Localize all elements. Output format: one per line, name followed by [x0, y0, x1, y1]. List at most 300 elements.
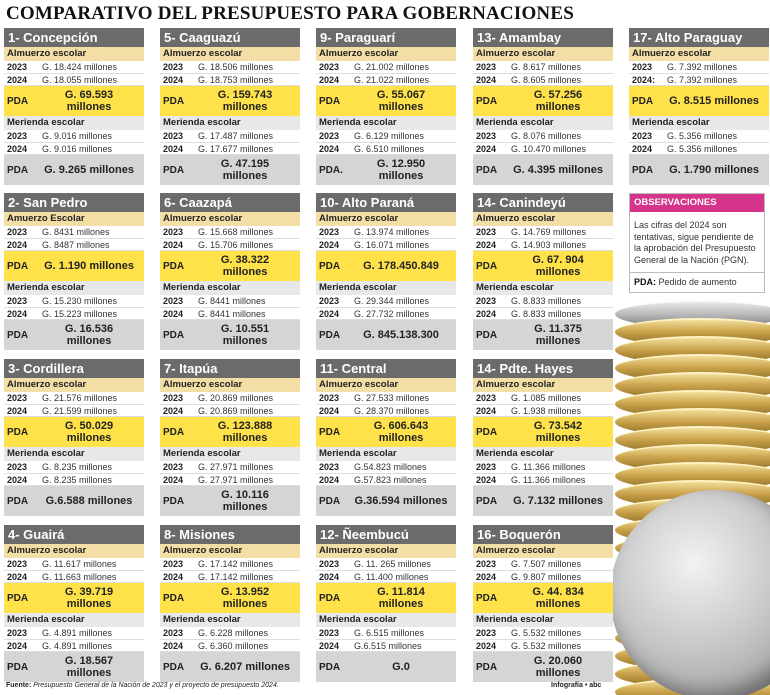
pda-label: PDA — [7, 164, 29, 176]
merienda-2023-row — [473, 295, 613, 308]
almuerzo-pda-row — [316, 251, 456, 281]
almuerzo-pda-row — [4, 417, 144, 447]
almuerzo-2023-row — [4, 392, 144, 405]
almuerzo-2023-row — [160, 558, 300, 571]
year-label: 2024 — [319, 640, 340, 651]
department-name: 8- Misiones — [160, 525, 300, 544]
pda-label: PDA — [163, 260, 185, 272]
merienda-label: Merienda escolar — [473, 447, 613, 461]
merienda-pda-value: G. 20.060 millones — [533, 655, 583, 679]
merienda-pda-row — [160, 320, 300, 350]
merienda-2023-row — [160, 627, 300, 640]
department-card — [473, 28, 613, 185]
merienda-2024-value: G. 9.016 millones — [42, 143, 113, 154]
year-label: 2023 — [7, 462, 28, 472]
almuerzo-2024-row — [316, 571, 456, 584]
merienda-2024-value: G. 27.971 millones — [198, 474, 274, 485]
merienda-2024-row — [4, 308, 144, 321]
merienda-2023-row — [316, 130, 456, 143]
year-label: 2024 — [476, 474, 497, 485]
year-label: 2023 — [319, 559, 340, 569]
year-label: 2023 — [7, 296, 28, 306]
merienda-label: Merienda escolar — [160, 281, 300, 295]
department-name: 10- Alto Paraná — [316, 193, 456, 212]
almuerzo-label: Almuerzo escolar — [160, 544, 300, 558]
almuerzo-2024-value: G. 1.938 millones — [511, 405, 582, 416]
almuerzo-2024-row — [160, 405, 300, 418]
pda-label: PDA — [163, 495, 185, 507]
merienda-pda-value: G. 18.567 millones — [64, 655, 114, 679]
almuerzo-2023-value: G. 1.085 millones — [511, 393, 582, 403]
almuerzo-2024-row — [160, 74, 300, 87]
pda-label: PDA — [163, 592, 185, 604]
pda-label: PDA — [632, 95, 654, 107]
year-label: 2023 — [476, 462, 497, 472]
pda-label: PDA — [163, 426, 185, 438]
merienda-2024-value: G. 5.356 millones — [667, 143, 738, 154]
almuerzo-pda-row — [4, 251, 144, 281]
year-label: 2024 — [7, 571, 28, 582]
year-label: 2023 — [476, 393, 497, 403]
merienda-2024-row — [160, 308, 300, 321]
almuerzo-label: Almuerzo escolar — [316, 544, 456, 558]
pda-label: PDA — [476, 426, 498, 438]
pda-label: PDA — [319, 426, 341, 438]
almuerzo-pda-row — [160, 417, 300, 447]
year-label: 2023 — [7, 62, 28, 72]
almuerzo-2023-value: G. 7.507 millones — [511, 559, 582, 569]
merienda-2024-row — [160, 474, 300, 487]
year-label: 2023 — [163, 462, 184, 472]
year-label: 2023 — [163, 393, 184, 403]
year-label: 2023 — [319, 296, 340, 306]
department-name: 4- Guairá — [4, 525, 144, 544]
year-label: 2024 — [163, 405, 184, 416]
year-label: 2023 — [632, 62, 653, 72]
year-label: 2024 — [7, 74, 28, 85]
department-name: 6- Caazapá — [160, 193, 300, 212]
almuerzo-2023-row — [316, 392, 456, 405]
merienda-pda-value: G. 7.132 millones — [513, 495, 603, 507]
department-card — [4, 525, 144, 682]
merienda-label: Merienda escolar — [160, 447, 300, 461]
almuerzo-pda-row — [629, 86, 769, 116]
year-label: 2024 — [319, 74, 340, 85]
merienda-pda-value: G. 4.395 millones — [513, 164, 603, 176]
almuerzo-pda-value: G. 178.450.849 — [363, 260, 439, 272]
year-label: 2024 — [476, 74, 497, 85]
merienda-pda-row — [4, 320, 144, 350]
merienda-2024-row — [473, 143, 613, 156]
pda-label: PDA — [163, 164, 185, 176]
almuerzo-2024-row — [629, 74, 769, 87]
almuerzo-2024-value: G. 21.599 millones — [42, 405, 118, 416]
merienda-2024-value: G. 10.470 millones — [511, 143, 587, 154]
merienda-pda-value: G. 9.265 millones — [44, 164, 134, 176]
observaciones-pda-definition — [630, 273, 764, 292]
merienda-label: Merienda escolar — [4, 116, 144, 130]
pda-label: PDA — [7, 260, 29, 272]
almuerzo-pda-value: G. 123.888 millones — [217, 420, 273, 444]
pda-term: PDA: — [634, 277, 656, 287]
merienda-2024-row — [316, 474, 456, 487]
year-label: 2023 — [476, 628, 497, 638]
merienda-pda-value: G. 12.950 millones — [376, 158, 426, 182]
merienda-2024-value: G. 8.833 millones — [511, 308, 582, 319]
almuerzo-pda-row — [473, 417, 613, 447]
almuerzo-2023-value: G. 20.869 millones — [198, 393, 274, 403]
pda-label: PDA — [7, 661, 29, 673]
pda-label: PDA — [7, 95, 29, 107]
department-card — [160, 359, 300, 516]
department-name: 16- Boquerón — [473, 525, 613, 544]
merienda-label: Merienda escolar — [473, 116, 613, 130]
merienda-2024-value: G.6.515 millones — [354, 640, 422, 651]
almuerzo-pda-value: G. 67. 904 millones — [532, 254, 584, 278]
merienda-2023-value: G. 29.344 millones — [354, 296, 430, 306]
merienda-2024-row — [4, 640, 144, 653]
merienda-pda-row — [473, 320, 613, 350]
year-label: 2024 — [319, 308, 340, 319]
merienda-label: Merienda escolar — [4, 281, 144, 295]
year-label: 2024 — [319, 405, 340, 416]
merienda-2023-row — [629, 130, 769, 143]
almuerzo-label: Almuerzo escolar — [160, 47, 300, 61]
almuerzo-pda-value: G. 39.719 millones — [64, 586, 114, 610]
merienda-2024-row — [473, 640, 613, 653]
almuerzo-2024-value: G. 8.605 millones — [511, 74, 582, 85]
year-label: 2023 — [476, 296, 497, 306]
merienda-2023-row — [4, 130, 144, 143]
almuerzo-2024-row — [473, 405, 613, 418]
almuerzo-pda-value: G. 13.952 millones — [220, 586, 270, 610]
almuerzo-pda-value: G. 1.190 millones — [44, 260, 134, 272]
almuerzo-2024-row — [160, 239, 300, 252]
almuerzo-2023-value: G. 17.142 millones — [198, 559, 274, 569]
year-label: 2023 — [476, 559, 497, 569]
merienda-2024-value: G. 6.510 millones — [354, 143, 425, 154]
department-card — [4, 28, 144, 185]
pda-label: PDA — [476, 164, 498, 176]
pda-label: PDA — [319, 95, 341, 107]
merienda-2023-row — [473, 461, 613, 474]
merienda-2023-value: G. 5.532 millones — [511, 628, 582, 638]
merienda-2023-value: G. 17.487 millones — [198, 131, 274, 141]
merienda-2023-row — [473, 627, 613, 640]
pda-label: PDA — [319, 661, 341, 673]
merienda-2024-row — [473, 308, 613, 321]
almuerzo-2023-value: G. 21.002 millones — [354, 62, 430, 72]
pda-label: PDA — [7, 495, 29, 507]
year-label: 2023 — [7, 131, 28, 141]
merienda-2023-row — [4, 627, 144, 640]
year-label: 2023 — [163, 131, 184, 141]
almuerzo-2024-value: G. 14.903 millones — [511, 239, 587, 250]
almuerzo-2024-value: G. 21.022 millones — [354, 74, 430, 85]
merienda-2023-value: G. 27.971 millones — [198, 462, 274, 472]
almuerzo-2024-value: G. 11.400 millones — [354, 571, 429, 582]
pda-label: PDA — [7, 426, 29, 438]
merienda-2024-row — [4, 474, 144, 487]
department-card — [316, 359, 456, 516]
merienda-pda-row — [316, 155, 456, 185]
pda-label: PDA — [163, 329, 185, 341]
year-label: 2024 — [7, 308, 28, 319]
merienda-label: Merienda escolar — [473, 613, 613, 627]
merienda-2024-row — [4, 143, 144, 156]
year-label: 2023 — [163, 296, 184, 306]
almuerzo-label: Almuerzo escolar — [160, 378, 300, 392]
almuerzo-2023-value: G. 7.392 millones — [667, 62, 738, 72]
department-card — [160, 28, 300, 185]
merienda-pda-value: G.6.588 millones — [45, 495, 133, 507]
almuerzo-2024-value: G. 9.807 millones — [511, 571, 582, 582]
year-label: 2024 — [7, 405, 28, 416]
almuerzo-label: Amuerzo Escolar — [4, 212, 144, 226]
merienda-2023-value: G. 8.235 millones — [42, 462, 113, 472]
department-name: 11- Central — [316, 359, 456, 378]
year-label: 2023 — [476, 62, 497, 72]
almuerzo-pda-value: G. 50.029 millones — [64, 420, 114, 444]
merienda-2023-row — [160, 130, 300, 143]
department-name: 1- Concepción — [4, 28, 144, 47]
merienda-2023-row — [316, 627, 456, 640]
almuerzo-label: Almuerzo escolar — [160, 212, 300, 226]
year-label: 2023 — [319, 393, 340, 403]
merienda-2024-value: G. 15.223 millones — [42, 308, 118, 319]
merienda-2023-row — [4, 295, 144, 308]
merienda-label: Merienda escolar — [473, 281, 613, 295]
almuerzo-label: Almuerzo escolar — [473, 212, 613, 226]
merienda-2023-value: G. 9.016 millones — [42, 131, 113, 141]
merienda-2024-value: G. 11.366 millones — [511, 474, 586, 485]
almuerzo-pda-value: G. 69.593 millones — [64, 89, 114, 113]
pda-label: PDA — [319, 260, 341, 272]
merienda-label: Merienda escolar — [316, 613, 456, 627]
year-label: 2023 — [7, 227, 28, 237]
merienda-2024-value: G. 8441 millones — [198, 308, 266, 319]
almuerzo-label: Almuerzo escolar — [4, 378, 144, 392]
department-card — [629, 28, 769, 185]
merienda-2023-value: G. 8.833 millones — [511, 296, 582, 306]
almuerzo-2024-row — [473, 239, 613, 252]
almuerzo-2023-value: G. 18.506 millones — [198, 62, 274, 72]
almuerzo-label: Almuerzo escolar — [473, 47, 613, 61]
almuerzo-2024-row — [316, 239, 456, 252]
almuerzo-label: Almuerzo escolar — [4, 47, 144, 61]
almuerzo-2024-value: G. 18.055 millones — [42, 74, 118, 85]
almuerzo-2023-row — [4, 61, 144, 74]
almuerzo-2023-value: G. 27.533 millones — [354, 393, 430, 403]
almuerzo-2023-row — [316, 61, 456, 74]
almuerzo-2024-value: G. 15.706 millones — [198, 239, 274, 250]
almuerzo-pda-value: G. 11.814 millones — [377, 586, 425, 610]
merienda-pda-row — [316, 652, 456, 682]
merienda-2023-value: G. 6.515 millones — [354, 628, 425, 638]
year-label: 2023 — [632, 131, 653, 141]
almuerzo-2023-row — [629, 61, 769, 74]
merienda-pda-value: G. 10.116 millones — [221, 489, 269, 513]
department-card — [160, 193, 300, 350]
merienda-2023-row — [316, 295, 456, 308]
year-label: 2023 — [163, 559, 184, 569]
almuerzo-label: Almuerzo escolar — [473, 544, 613, 558]
almuerzo-pda-value: G. 606.643 millones — [373, 420, 429, 444]
merienda-pda-row — [473, 652, 613, 682]
almuerzo-2024-value: G. 17.142 millones — [198, 571, 274, 582]
pda-label: PDA — [476, 329, 498, 341]
pda-definition: Pedido de aumento — [658, 277, 737, 287]
almuerzo-2024-row — [473, 571, 613, 584]
almuerzo-2024-value: G. 18.753 millones — [198, 74, 274, 85]
department-card — [316, 525, 456, 682]
department-name: 2- San Pedro — [4, 193, 144, 212]
almuerzo-2023-row — [473, 226, 613, 239]
merienda-label: Merienda escolar — [316, 281, 456, 295]
merienda-pda-row — [4, 486, 144, 516]
merienda-pda-row — [316, 320, 456, 350]
year-label: 2024 — [7, 143, 28, 154]
observaciones-title: OBSERVACIONES — [630, 194, 764, 212]
almuerzo-2024-value: G. 28.370 millones — [354, 405, 430, 416]
year-label: 2024 — [319, 143, 340, 154]
almuerzo-2024-value: G. 11.663 millones — [42, 571, 117, 582]
merienda-pda-row — [4, 155, 144, 185]
merienda-pda-row — [160, 155, 300, 185]
almuerzo-2024-row — [4, 571, 144, 584]
merienda-2024-row — [316, 143, 456, 156]
department-card — [316, 193, 456, 350]
almuerzo-2023-row — [160, 61, 300, 74]
year-label: 2024 — [7, 239, 28, 250]
year-label: 2023 — [476, 131, 497, 141]
almuerzo-pda-row — [4, 86, 144, 116]
year-label: 2024 — [319, 474, 340, 485]
almuerzo-pda-row — [316, 417, 456, 447]
merienda-2023-value: G. 8.076 millones — [511, 131, 582, 141]
merienda-2023-value: G. 4.891 millones — [42, 628, 113, 638]
year-label: 2024 — [163, 571, 184, 582]
almuerzo-2024-row — [4, 239, 144, 252]
almuerzo-pda-row — [316, 583, 456, 613]
almuerzo-label: Almuerzo escolar — [473, 378, 613, 392]
merienda-2024-value: G. 27.732 millones — [354, 308, 430, 319]
pda-label: PDA — [319, 592, 341, 604]
almuerzo-2023-value: G. 15.668 millones — [198, 227, 274, 237]
almuerzo-pda-value: G. 55.067 millones — [376, 89, 426, 113]
merienda-pda-row — [160, 652, 300, 682]
merienda-2024-value: G. 4.891 millones — [42, 640, 113, 651]
year-label: 2024 — [476, 571, 497, 582]
pda-label: PDA — [163, 661, 185, 673]
year-label: 2023 — [319, 227, 340, 237]
merienda-pda-row — [473, 155, 613, 185]
pda-label: PDA — [7, 592, 29, 604]
almuerzo-2023-value: G. 8.617 millones — [511, 62, 582, 72]
almuerzo-2023-row — [473, 61, 613, 74]
almuerzo-pda-value: G. 57.256 millones — [533, 89, 583, 113]
merienda-pda-value: G. 47.195 millones — [220, 158, 270, 182]
merienda-label: Merienda escolar — [629, 116, 769, 130]
merienda-2024-row — [316, 640, 456, 653]
source-label: Fuente: — [6, 682, 32, 689]
merienda-label: Merienda escolar — [160, 613, 300, 627]
almuerzo-2023-row — [473, 558, 613, 571]
pda-label: PDA — [476, 495, 498, 507]
merienda-2023-value: G. 15.230 millones — [42, 296, 118, 306]
almuerzo-label: Almuerzo escolar — [316, 212, 456, 226]
merienda-pda-value: G. 11.375 millones — [534, 323, 582, 347]
year-label: 2023 — [319, 628, 340, 638]
department-name: 14- Pdte. Hayes — [473, 359, 613, 378]
merienda-2023-value: G. 11.366 millones — [511, 462, 586, 472]
almuerzo-pda-row — [473, 251, 613, 281]
year-label: 2024 — [476, 239, 497, 250]
almuerzo-label: Almuerzo escolar — [4, 544, 144, 558]
pda-label: PDA — [632, 164, 654, 176]
merienda-2024-row — [160, 143, 300, 156]
almuerzo-2024-row — [4, 405, 144, 418]
almuerzo-2023-value: G. 11. 265 millones — [354, 559, 431, 569]
department-name: 7- Itapúa — [160, 359, 300, 378]
almuerzo-2023-row — [4, 558, 144, 571]
pda-label: PDA — [476, 95, 498, 107]
year-label: 2024 — [632, 143, 653, 154]
pda-label: PDA. — [319, 164, 343, 176]
year-label: 2024 — [7, 640, 28, 651]
almuerzo-2023-row — [316, 558, 456, 571]
merienda-2023-value: G. 5.356 millones — [667, 131, 738, 141]
almuerzo-pda-value: G. 38.322 millones — [220, 254, 270, 278]
almuerzo-pda-value: G. 159.743 millones — [217, 89, 273, 113]
merienda-2023-value: G. 6.228 millones — [198, 628, 269, 638]
almuerzo-pda-row — [473, 86, 613, 116]
almuerzo-2024-value: G. 20.869 millones — [198, 405, 274, 416]
merienda-2023-value: G. 8441 millones — [198, 296, 266, 306]
department-card — [316, 28, 456, 185]
almuerzo-2023-row — [160, 226, 300, 239]
almuerzo-2024-row — [316, 405, 456, 418]
year-label: 2024 — [163, 74, 184, 85]
observaciones-box — [629, 193, 765, 293]
year-label: 2024 — [163, 640, 184, 651]
merienda-pda-row — [4, 652, 144, 682]
year-label: 2024 — [319, 239, 340, 250]
almuerzo-2023-value: G. 18.424 millones — [42, 62, 118, 72]
merienda-2024-row — [316, 308, 456, 321]
department-name: 3- Cordillera — [4, 359, 144, 378]
merienda-2024-value: G.57.823 millones — [354, 474, 427, 485]
merienda-pda-row — [316, 486, 456, 516]
department-name: 9- Paraguarí — [316, 28, 456, 47]
merienda-pda-value: G. 845.138.300 — [363, 329, 439, 341]
department-name: 14- Canindeyú — [473, 193, 613, 212]
year-label: 2023 — [7, 393, 28, 403]
merienda-2023-row — [160, 461, 300, 474]
department-card — [160, 525, 300, 682]
department-card — [473, 193, 613, 350]
year-label: 2023 — [163, 62, 184, 72]
almuerzo-pda-value: G. 8.515 millones — [669, 95, 759, 107]
almuerzo-label: Almuerzo escolar — [316, 378, 456, 392]
year-label: 2024: — [632, 74, 656, 85]
year-label: 2024 — [476, 143, 497, 154]
department-name: 12- Ñeembucú — [316, 525, 456, 544]
merienda-label: Merienda escolar — [316, 447, 456, 461]
merienda-2024-value: G. 6.360 millones — [198, 640, 269, 651]
observaciones-body: Las cifras del 2024 son tentativas, sigue pendiente de la aprobación del Presupuesto General de la Nación (PGN). — [630, 212, 764, 273]
department-card — [473, 359, 613, 516]
